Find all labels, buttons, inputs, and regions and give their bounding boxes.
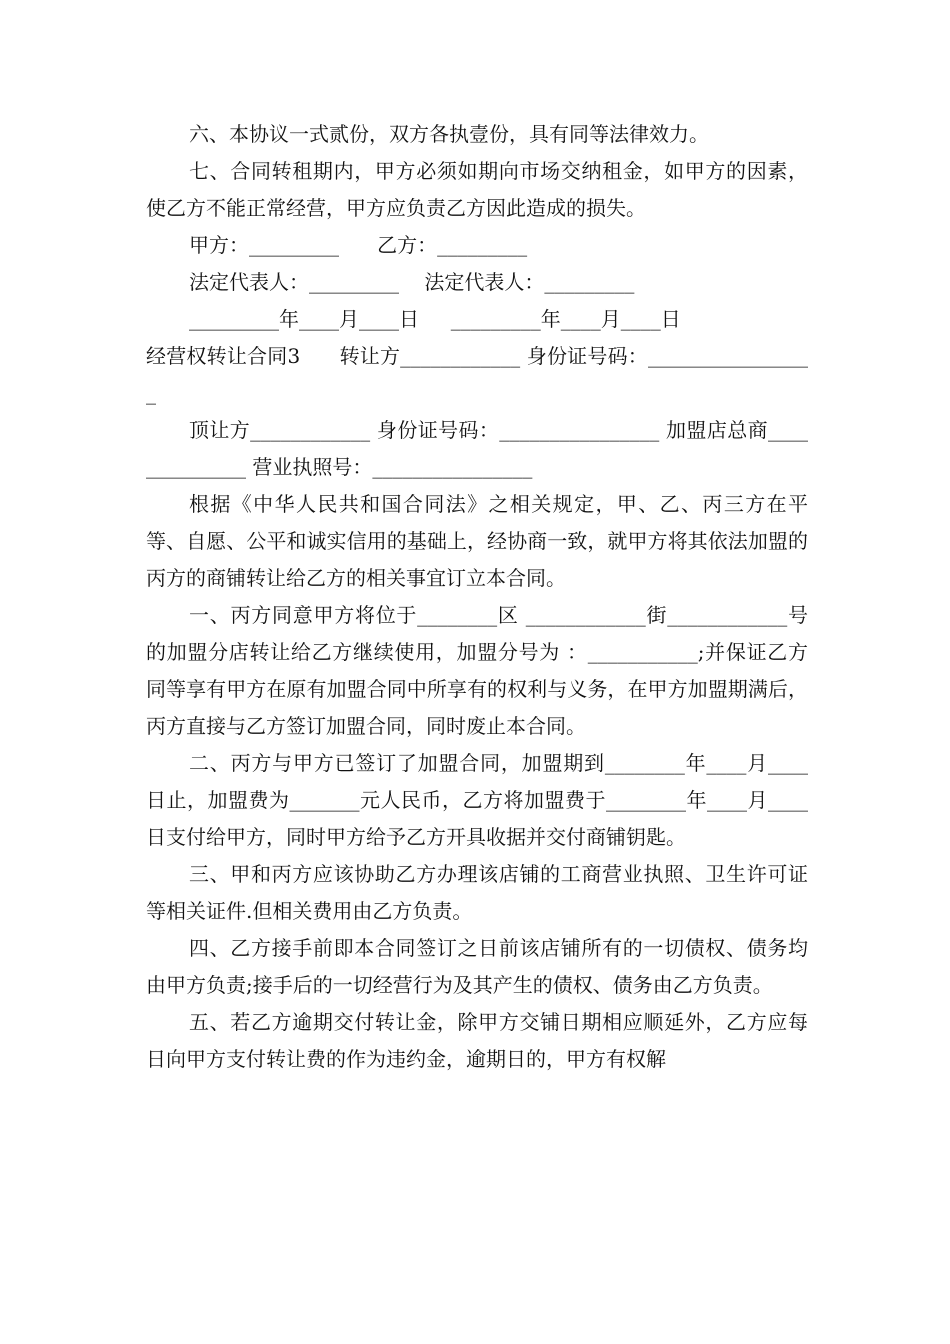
document-page	[146, 116, 808, 1078]
clause-seven: 七、合同转租期内，甲方必须如期向市场交纳租金，如甲方的因素，使乙方不能正常经营，甲方应负责乙方因此造成的损失。	[146, 159, 808, 220]
signature-dates: _________年____月____日 _________年____月____日	[189, 307, 681, 331]
contract-title-transferor: 经营权转让合同3 转让方____________ 身份证号码：_________________	[146, 344, 808, 405]
preamble: 根据《中华人民共和国合同法》之相关规定，甲、乙、丙三方在平等、自愿、公平和诚实信用的基础上，经协商一致，就甲方将其依法加盟的丙方的商铺转让给乙方的相关事宜订立本合同。	[146, 492, 808, 590]
clause-three: 三、甲和丙方应该协助乙方办理该店铺的工商营业执照、卫生许可证等相关证件.但相关费用由乙方负责。	[146, 862, 808, 923]
clause-two: 二、丙方与甲方已签订了加盟合同，加盟期到________年____月____日止，加盟费为_______元人民币，乙方将加盟费于________年____月____日支付给甲方，同时甲方给予乙方开具收据并交付商铺钥匙。	[146, 751, 808, 849]
transferee-franchisor-info: 顶让方____________ 身份证号码：________________ 加盟店总商______________ 营业执照号：________________	[146, 418, 808, 479]
signature-representatives: 法定代表人：_________ 法定代表人：_________	[189, 270, 635, 294]
clause-five: 五、若乙方逾期交付转让金，除甲方交铺日期相应顺延外，乙方应每日向甲方支付转让费的作为违约金，逾期日的，甲方有权解	[146, 1010, 808, 1071]
clause-six: 六、本协议一式贰份，双方各执壹份，具有同等法律效力。	[189, 122, 709, 146]
clause-one: 一、丙方同意甲方将位于________区 ____________街____________号的加盟分店转让给乙方继续使用，加盟分号为 ：___________;并保证乙方同等享有甲方在原有加盟合同中所享有的权利与义务，在甲方加盟期满后，丙方直接与乙方签订加盟合同，同时废止本合同。	[146, 603, 808, 738]
signature-parties: 甲方：_________ 乙方：_________	[189, 233, 528, 257]
clause-four: 四、乙方接手前即本合同签订之日前该店铺所有的一切债权、债务均由甲方负责;接手后的一切经营行为及其产生的债权、债务由乙方负责。	[146, 936, 808, 997]
